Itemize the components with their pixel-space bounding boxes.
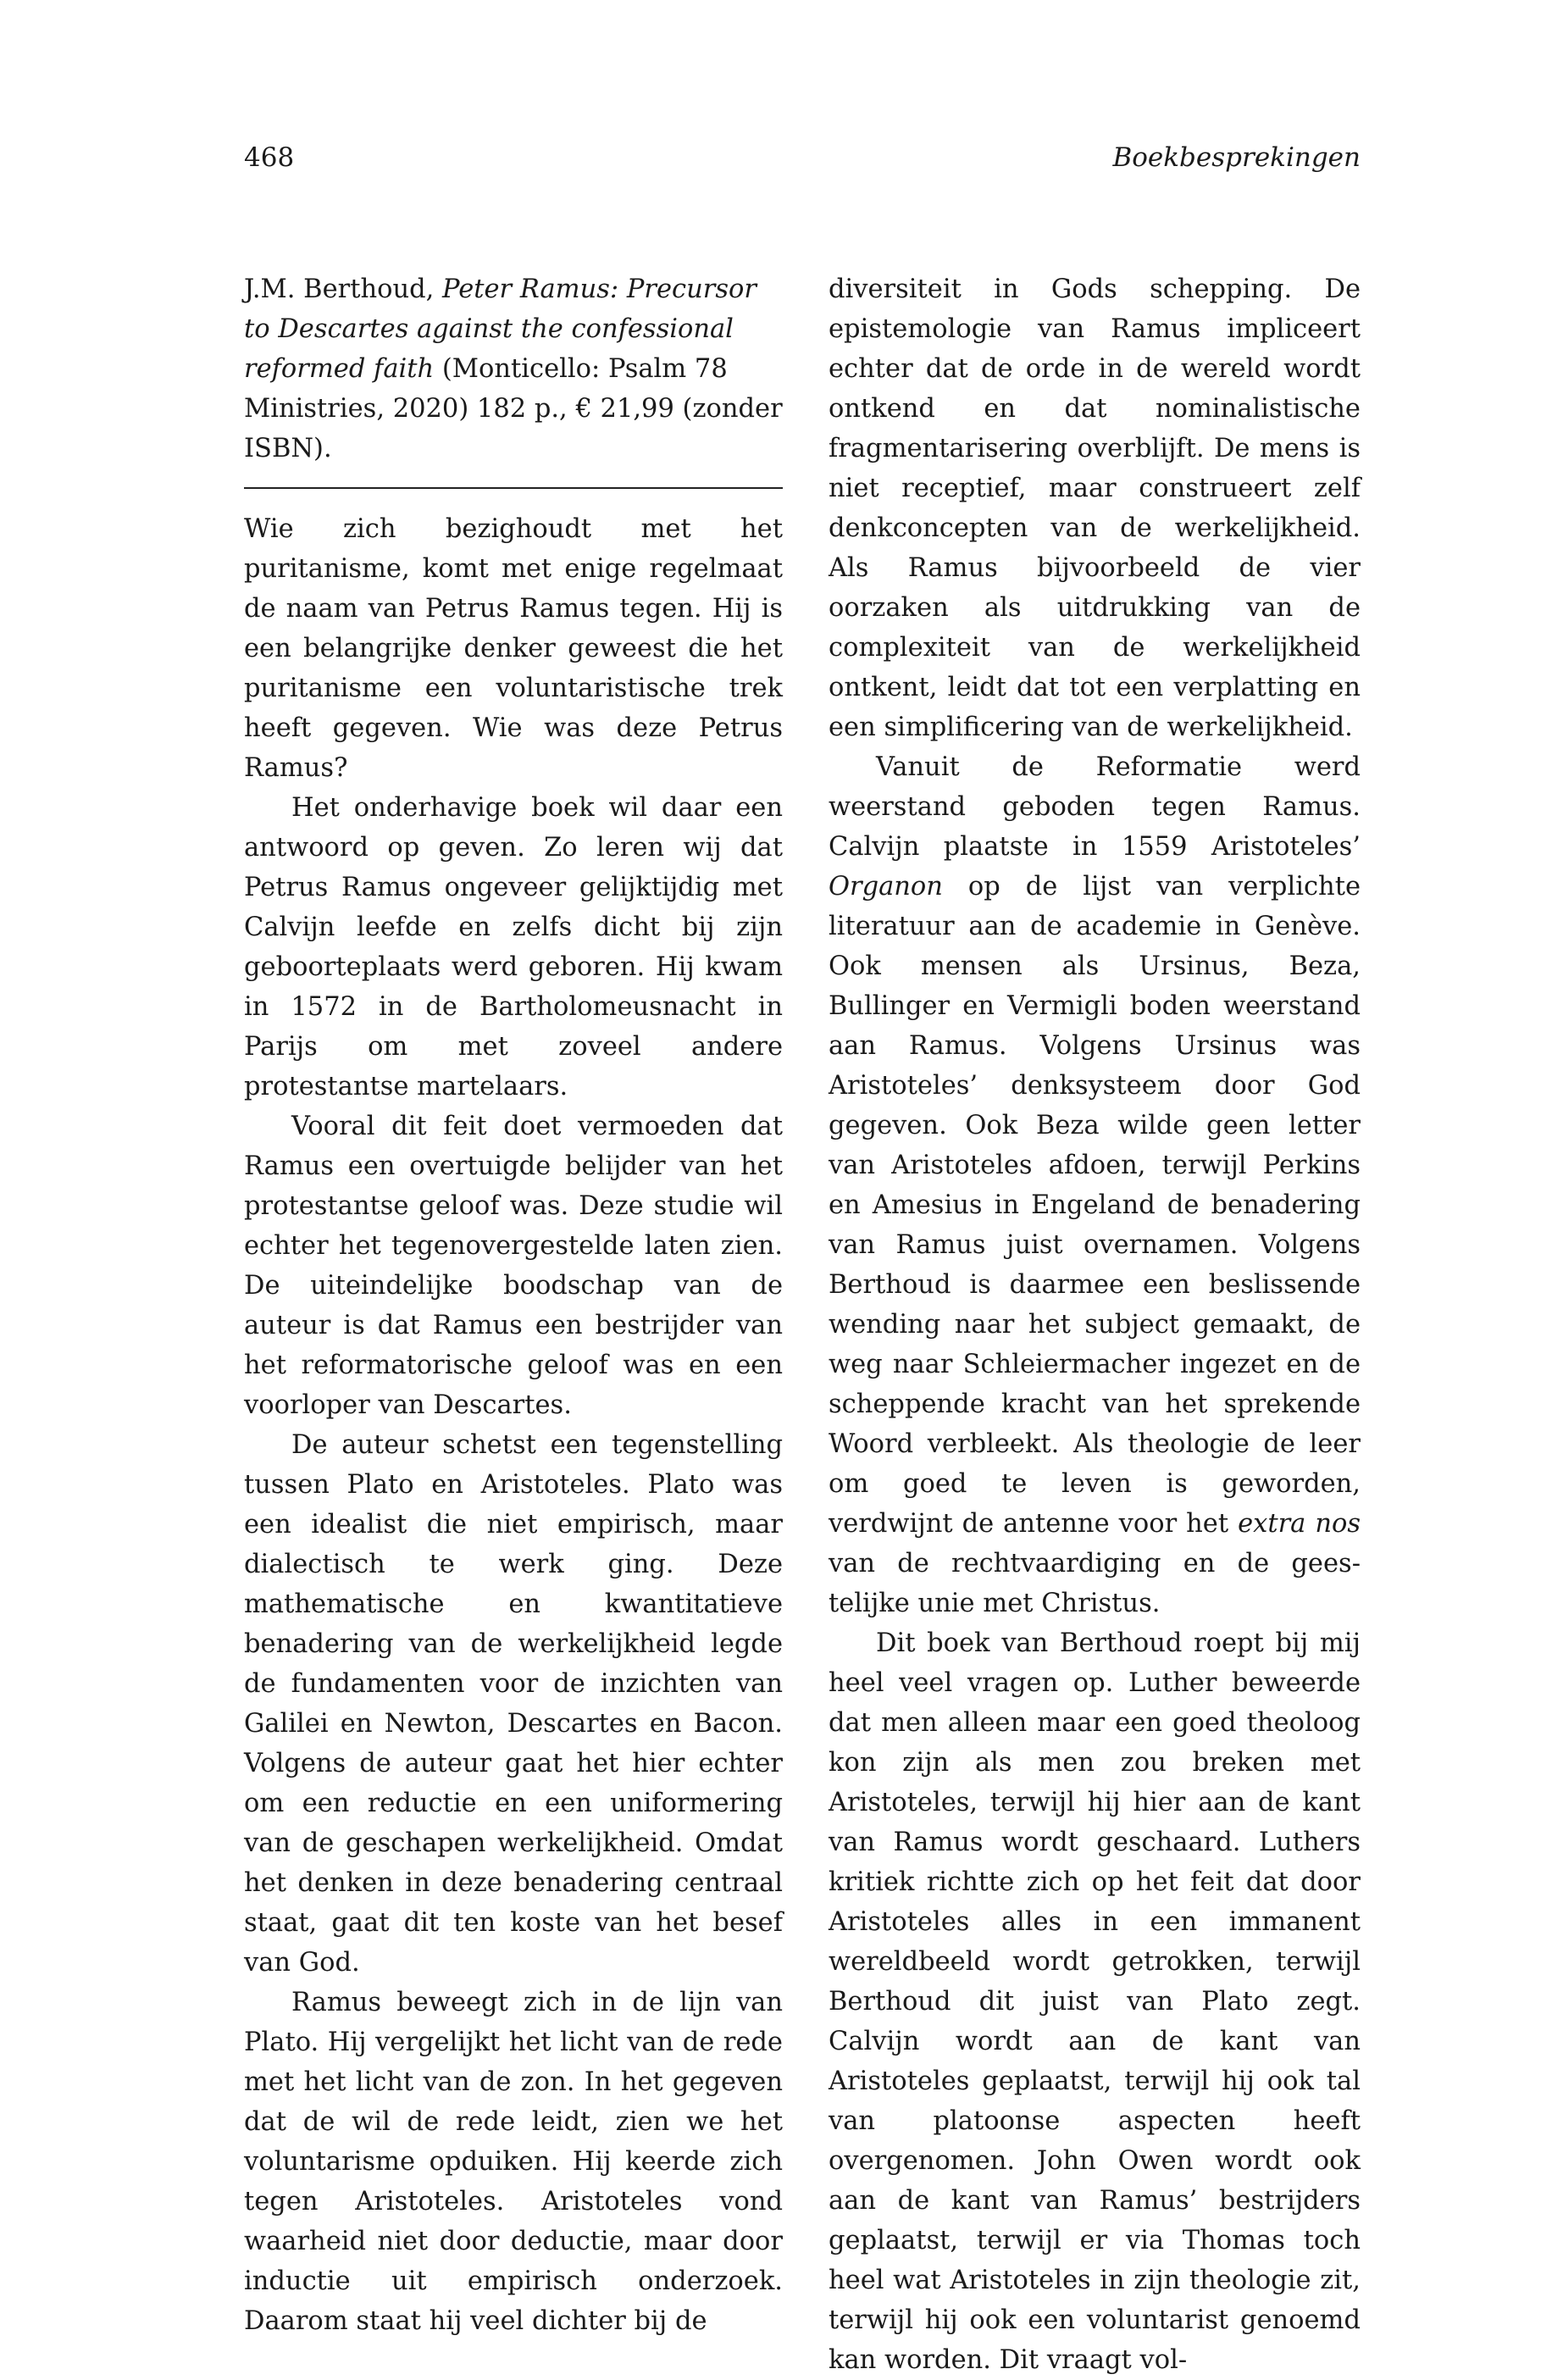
text-run: van de rechtvaardiging en de geestelijke unie met Christus. bbox=[829, 1549, 1361, 1618]
paragraph bbox=[829, 747, 1361, 1623]
emphasis: Organon bbox=[829, 872, 943, 902]
text-run: Vanuit de Reformatie werd weerstand geboden tegen Ramus. Calvijn plaatste in 1559 Aristoteles’ bbox=[829, 752, 1361, 862]
running-title: Boekbesprekingen bbox=[1112, 142, 1361, 173]
citation-divider bbox=[244, 487, 783, 489]
paragraph: Dit boek van Berthoud roept bij mij heel veel vragen op. Luther beweerde dat men alleen maar een goed theoloog kon zijn als men zou breken met Aristoteles, terwijl hij hier aan de kant van Ramus wordt geschaard. Luthers kritiek richtte zich op het feit dat door Aristoteles alles in een immanent wereldbeeld wordt getrokken, terwijl Berthoud dit juist van Plato zegt. Calvijn wordt aan de kant van Aristoteles geplaatst, terwijl hij ook tal van platoonse aspecten heeft overgenomen. John Owen wordt ook aan de kant van Ramus’ bestrijders geplaatst, terwijl er via Thomas toch heel wat Aristoteles in zijn theologie zit, terwijl hij ook een voluntarist genoemd kan worden. Dit vraagt vol- bbox=[829, 1628, 1361, 2375]
paragraph: diversiteit in Gods schepping. De epistemologie van Ramus impliceert echter dat de orde in de wereld wordt ontkend en dat nominalistische fragmentarisering overblijft. De mens is niet receptief, maar construeert zelf denkconcepten van de werkelijkheid. Als Ramus bijvoorbeeld de vier oorzaken als uitdrukking van de complexiteit van de werkelijkheid ontkent, leidt dat tot een verplatting en een simplificering van de werkelijkheid. bbox=[829, 275, 1361, 742]
paragraph: Ramus beweegt zich in de lijn van Plato. Hij vergelijkt het licht van de rede met het licht van de zon. In het gegeven dat de wil de rede leidt, zien we het voluntarisme opduiken. Hij keerde zich tegen Aristoteles. Aristoteles vond waarheid niet door deductie, maar door inductie uit empirisch onderzoek. Daarom staat hij veel dichter bij de bbox=[244, 1988, 783, 2336]
book-citation bbox=[244, 269, 783, 469]
paragraph: De auteur schetst een tegenstelling tussen Plato en Aristoteles. Plato was een idealist die niet empirisch, maar dialectisch te werk ging. Deze mathematische en kwantitatieve benadering van de werkelijkheid legde de fundamenten voor de inzichten van Galilei en Newton, Descartes en Bacon. Volgens de auteur gaat het hier echter om een reductie en een uniformering van de geschapen werkelijkheid. Omdat het denken in deze benadering centraal staat, gaat dit ten koste van het besef van God. bbox=[244, 1430, 783, 1978]
paragraph: Vooral dit feit doet vermoeden dat Ramus een overtuigde belijder van het protestantse geloof was. Deze studie wil echter het tegenovergestelde laten zien. De uiteindelijke boodschap van de auteur is dat Ramus een bestrijder van het reformatorische geloof was en een voorloper van Descartes. bbox=[244, 1112, 783, 1420]
text-run: op de lijst van verplichte literatuur aan de academie in Genève. Ook mensen als Ursinus, Beza, Bullinger en Vermigli boden weerstand aan Ramus. Volgens Ursinus was Aristoteles’ denksysteem door God gegeven. Ook Beza wilde geen letter van Aristoteles afdoen, terwijl Perkins en Amesius in Engeland de benadering van Ramus juist overnamen. Volgens Berthoud is daarmee een beslissende wending naar het subject gemaakt, de weg naar Schleiermacher ingezet en de scheppende kracht van het sprekende Woord verbleekt. Als theologie de leer om goed te leven is geworden, verdwijnt de antenne voor het bbox=[829, 872, 1361, 1539]
citation-author: J.M. Berthoud, bbox=[244, 275, 443, 304]
citation-title: Peter Ramus: Precursor to Descartes against the confessional reformed faith bbox=[244, 275, 757, 384]
emphasis: extra nos bbox=[1238, 1509, 1361, 1539]
page-number: 468 bbox=[244, 142, 295, 173]
paragraph: Het onderhavige boek wil daar een antwoord op geven. Zo leren wij dat Petrus Ramus ongeveer gelijktijdig met Calvijn leefde en zelfs dicht bij zijn geboorteplaats werd geboren. Hij kwam in 1572 in de Bartholomeusnacht in Parijs om met zoveel andere protestantse martelaars. bbox=[244, 793, 783, 1101]
page-header bbox=[244, 142, 1361, 185]
right-column bbox=[829, 269, 1361, 2380]
left-column bbox=[244, 269, 783, 2341]
paragraph: Wie zich bezighoudt met het puritanisme, komt met enige regelmaat de naam van Petrus Ramus tegen. Hij is een belangrijke denker geweest die het puritanisme een voluntaristische trek heeft gegeven. Wie was deze Petrus Ramus? bbox=[244, 514, 783, 783]
citation-details: (Monticello: Psalm 78 Ministries, 2020) 182 p., € 21,99 (zonder ISBN). bbox=[244, 354, 783, 463]
